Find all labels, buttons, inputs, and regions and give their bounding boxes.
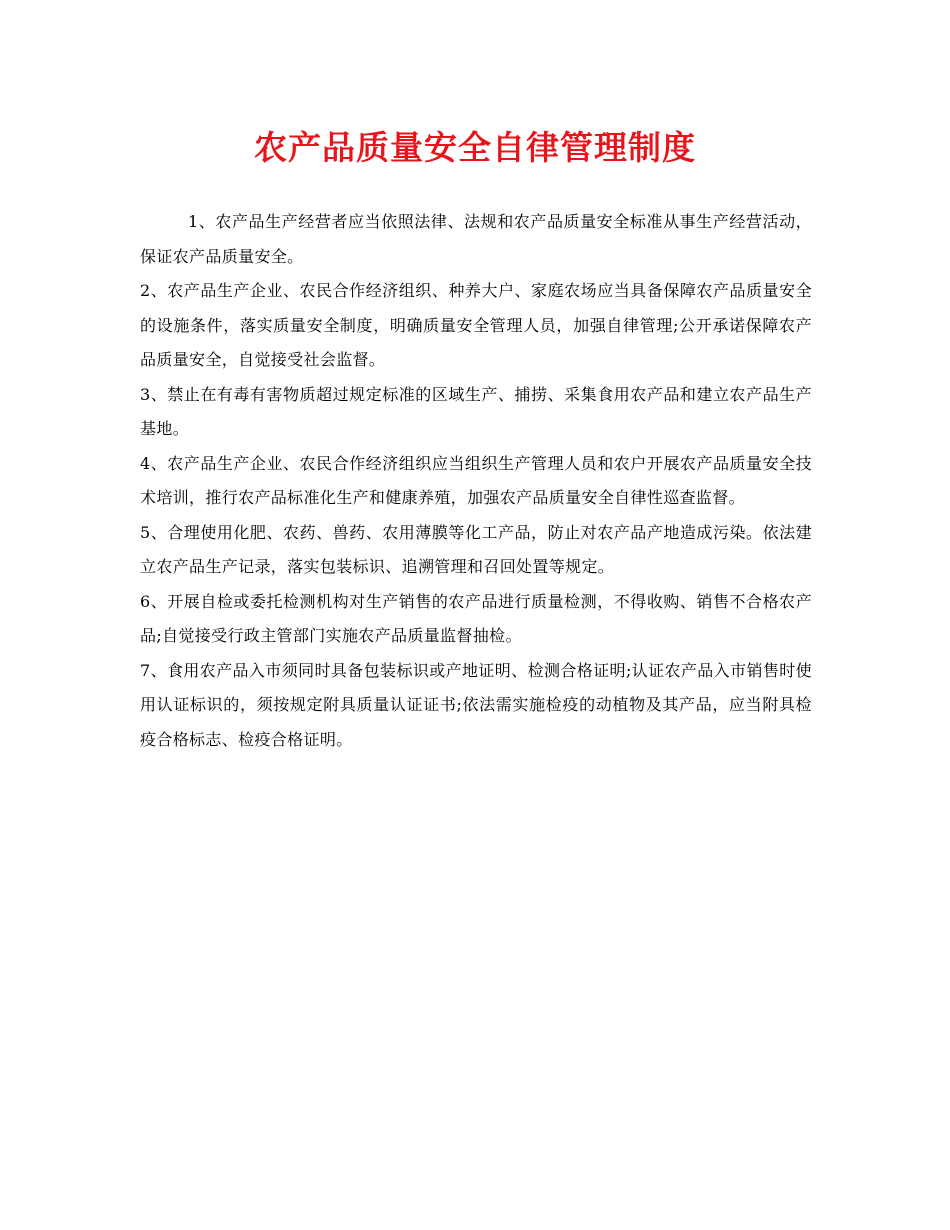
paragraph-3: 3、禁止在有毒有害物质超过规定标准的区域生产、捕捞、采集食用农产品和建立农产品生产基地。 xyxy=(140,384,812,438)
paragraph-1: 1、农产品生产经营者应当依照法律、法规和农产品质量安全标准从事生产经营活动，保证农产品质量安全。 xyxy=(140,212,812,266)
document-body xyxy=(140,205,812,757)
paragraph-7: 7、食用农产品入市须同时具备包装标识或产地证明、检测合格证明;认证农产品入市销售时使用认证标识的，须按规定附具质量认证证书;依法需实施检疫的动植物及其产品，应当附具检疫合格标志、检疫合格证明。 xyxy=(140,660,812,749)
paragraph-6: 6、开展自检或委托检测机构对生产销售的农产品进行质量检测，不得收购、销售不合格农产品;自觉接受行政主管部门实施农产品质量监督抽检。 xyxy=(140,591,812,645)
paragraph-2: 2、农产品生产企业、农民合作经济组织、种养大户、家庭农场应当具备保障农产品质量安全的设施条件，落实质量安全制度，明确质量安全管理人员，加强自律管理;公开承诺保障农产品质量安全，自觉接受社会监督。 xyxy=(140,281,812,369)
paragraph-4: 4、农产品生产企业、农民合作经济组织应当组织生产管理人员和农户开展农产品质量安全技术培训，推行农产品标准化生产和健康养殖，加强农产品质量安全自律性巡查监督。 xyxy=(140,453,812,507)
paragraph-5: 5、合理使用化肥、农药、兽药、农用薄膜等化工产品，防止对农产品产地造成污染。依法建立农产品生产记录，落实包装标识、追溯管理和召回处置等规定。 xyxy=(140,522,812,576)
document-title: 农产品质量安全自律管理制度 xyxy=(254,128,696,167)
